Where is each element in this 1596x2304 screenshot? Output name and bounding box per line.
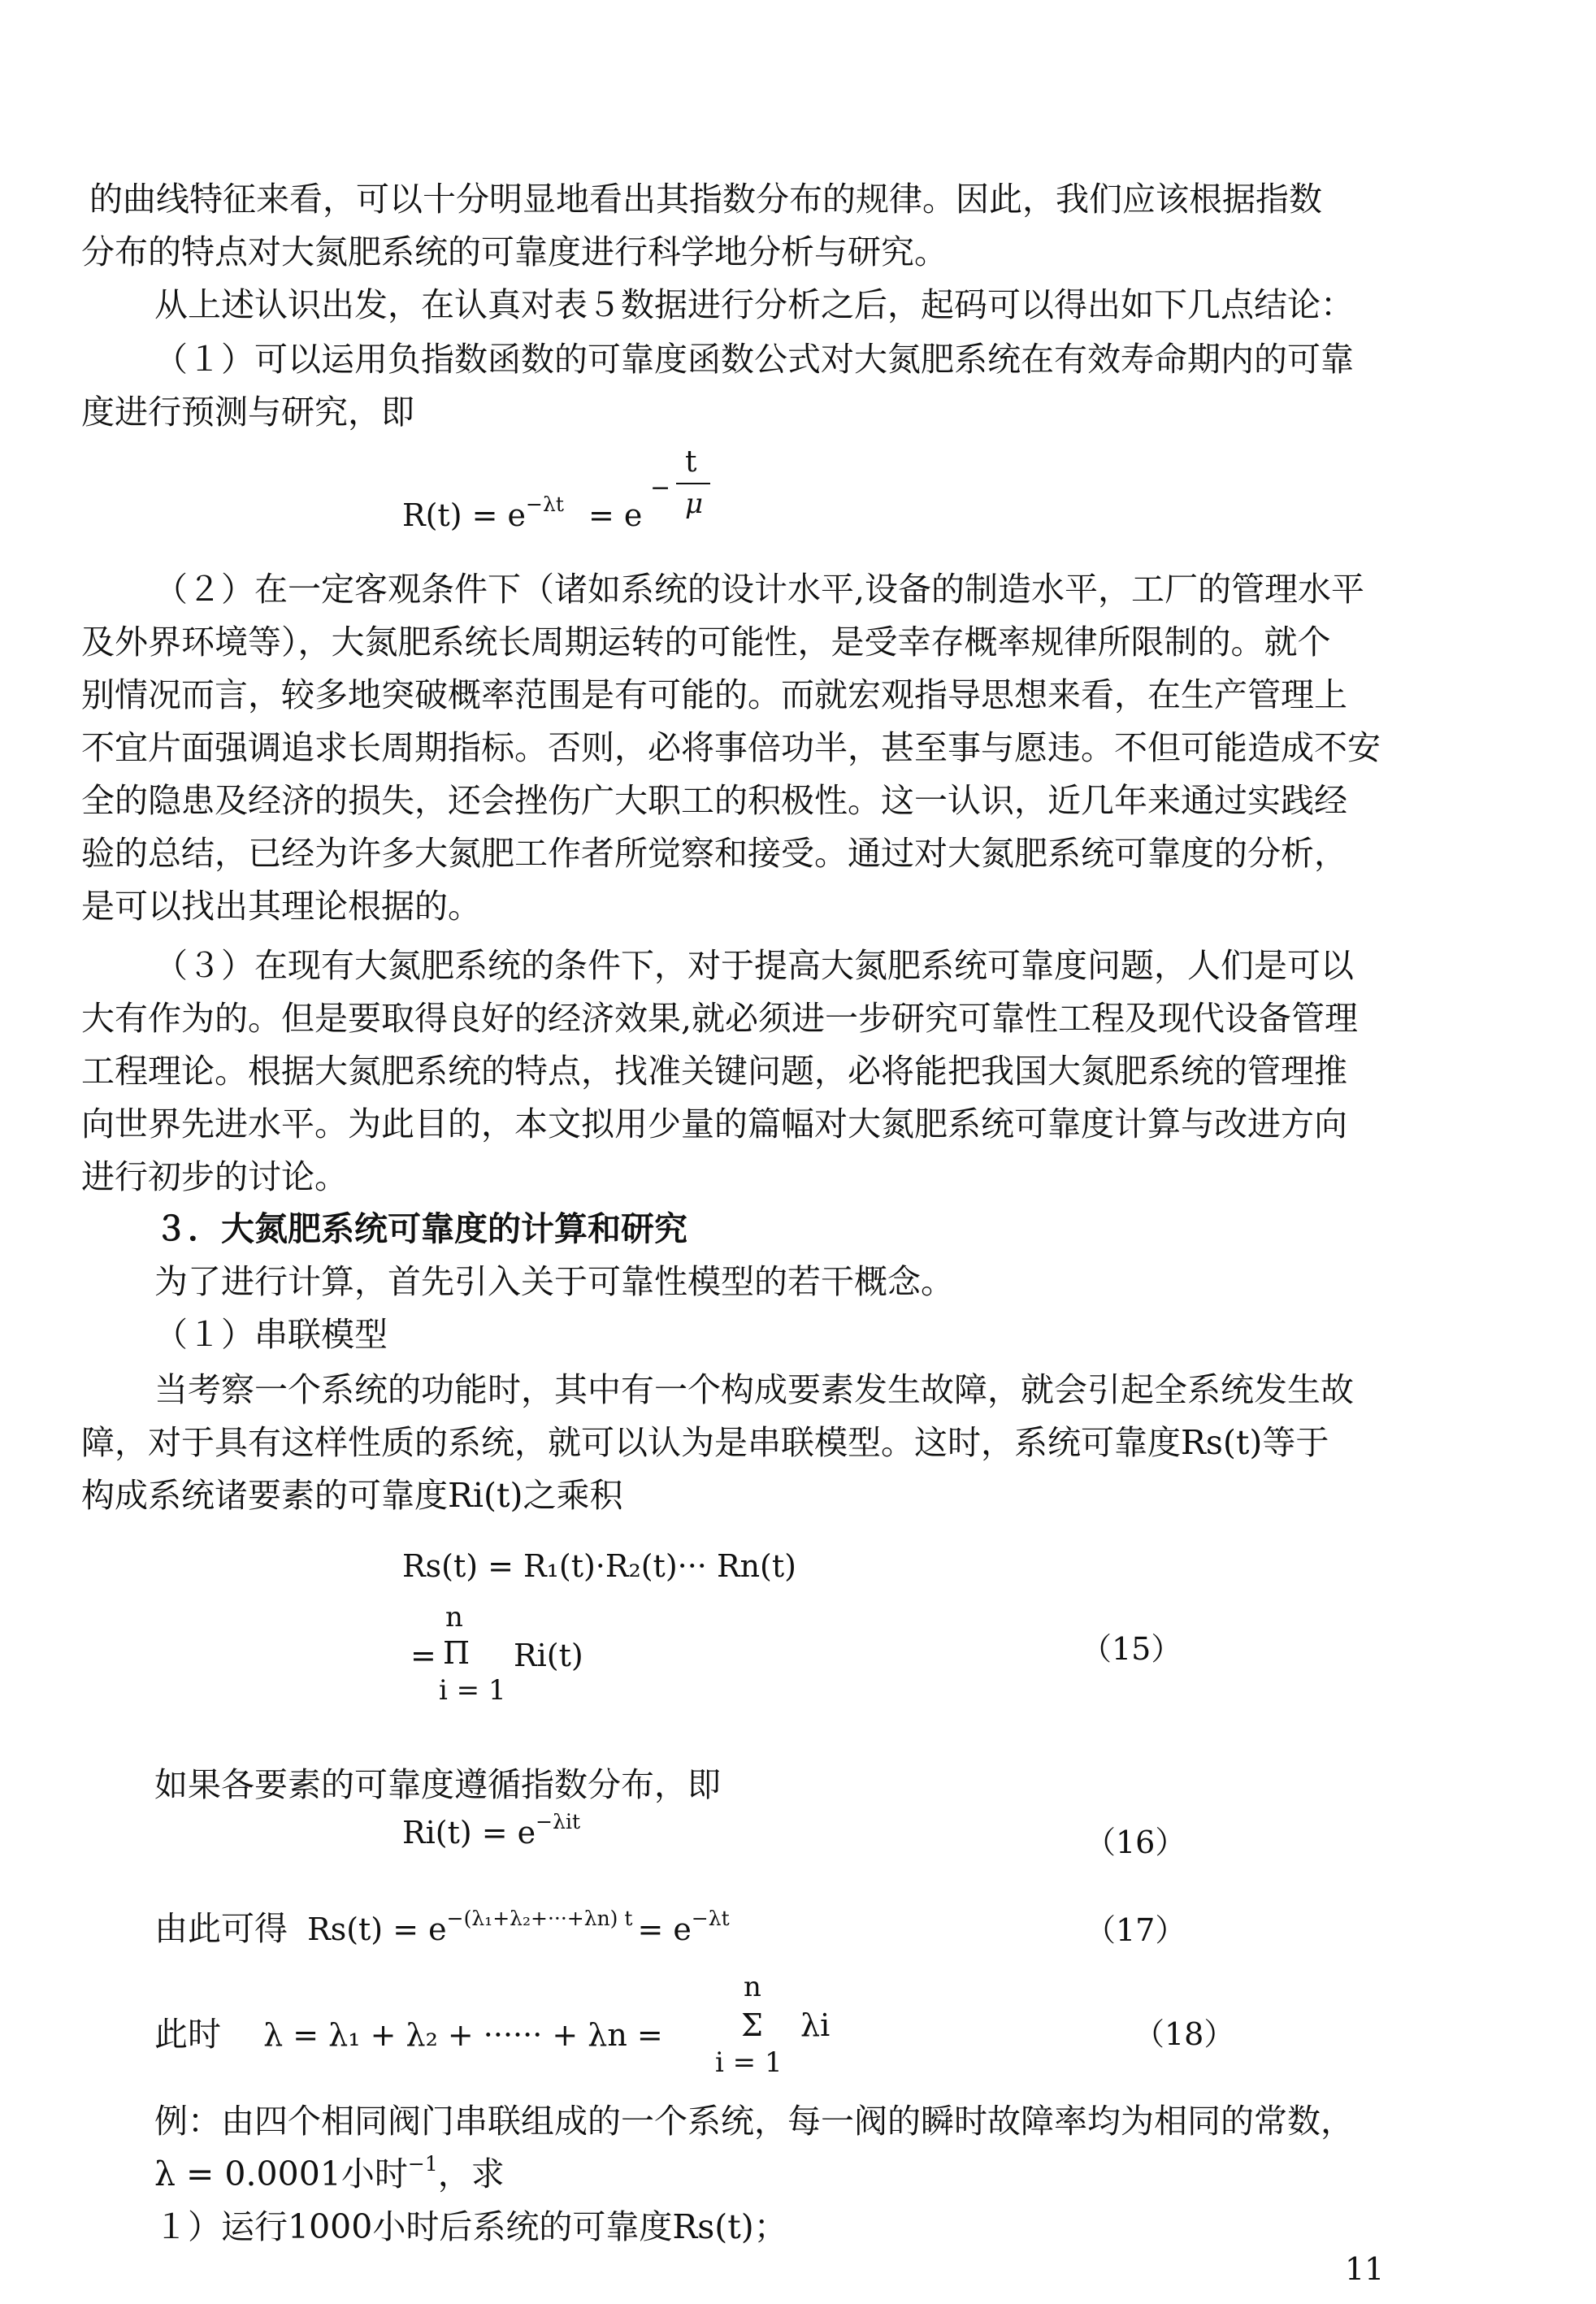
series-model-line-1: 当考察一个系统的功能时，其中有一个构成要素发生故障，就会引起全系统发生故 <box>154 1370 1354 1409</box>
series-model-line-3: 构成系统诸要素的可靠度Ri(t)之乘积 <box>81 1476 623 1515</box>
example-line-1: 例：由四个相同阀门串联组成的一个系统，每一阀的瞬时故障率均为相同的常数， <box>154 2102 1354 2141</box>
equation-number-15: （15） <box>1081 1631 1182 1667</box>
formula-18-lower-limit: i = 1 <box>715 2046 783 2079</box>
conclusions-lead: 从上述认识出发，在认真对表５数据进行分析之后，起码可以得出如下几点结论： <box>154 285 1354 324</box>
formula-18-term: λi <box>800 2007 831 2043</box>
intro-line-1: 的曲线特征来看，可以十分明显地看出其指数分布的规律。因此，我们应该根据指数 <box>89 180 1322 219</box>
conclusion-2-line-4: 不宜片面强调追求长周期指标。否则，必将事倍功半，甚至事与愿违。不但可能造成不安 <box>81 728 1381 767</box>
formula-17-eq: = e <box>637 1911 692 1947</box>
conclusion-1-line-2: 度进行预测与研究，即 <box>81 393 414 432</box>
formula-exp-numerator: t <box>685 445 697 479</box>
conclusion-2-line-6: 验的总结，已经为许多大氮肥工作者所觉察和接受。通过对大氮肥系统可靠度的分析， <box>81 834 1347 873</box>
formula-18-body: λ = λ₁ + λ₂ + ······ + λn = <box>263 2017 663 2053</box>
conclusion-2-line-3: 别情况而言，较多地突破概率范围是有可能的。而就宏观指导思想来看，在生产管理上 <box>81 675 1347 714</box>
section-heading: ３．大氮肥系统可靠度的计算和研究 <box>154 1209 687 1248</box>
formula-15-lower-limit: i = 1 <box>439 1674 506 1707</box>
formula-exp-denominator: μ <box>685 488 704 520</box>
conclusion-3-line-4: 向世界先进水平。为此目的，本文拟用少量的篇幅对大氮肥系统可靠度计算与改进方向 <box>81 1104 1347 1143</box>
example-ask: ，求 <box>437 2154 505 2193</box>
example-line-2 <box>154 2150 505 2203</box>
reliability-formula <box>402 492 643 533</box>
formula-17-prefix: 由此可得 <box>154 1909 288 1948</box>
conclusion-2-line-7: 是可以找出其理论根据的。 <box>81 887 481 926</box>
formula-16-exponent: −λit <box>536 1810 581 1833</box>
formula-eq: = e <box>588 497 643 533</box>
formula-17-lhs: Rs(t) = e <box>307 1911 447 1947</box>
formula-18-upper-limit: n <box>744 1971 761 2003</box>
formula-17-exponent: −(λ₁+λ₂+···+λn) t <box>446 1907 633 1930</box>
example-rate: λ = 0.0001小时 <box>154 2154 408 2193</box>
conclusion-2-line-1: （２）在一定客观条件下（诸如系统的设计水平,设备的制造水平，工厂的管理水平 <box>154 570 1365 609</box>
formula-16 <box>402 1810 581 1851</box>
section-intro: 为了进行计算，首先引入关于可靠性模型的若干概念。 <box>154 1262 954 1301</box>
example-line-3: １）运行1000小时后系统的可靠度Rs(t)； <box>154 2207 787 2246</box>
intro-line-2: 分布的特点对大氮肥系统的可靠度进行科学地分析与研究。 <box>81 232 948 271</box>
formula-exp-minus: − <box>650 474 671 502</box>
conclusion-3-line-1: （３）在现有大氮肥系统的条件下，对于提高大氮肥系统可靠度问题，人们是可以 <box>154 946 1354 985</box>
formula-16-lhs: Ri(t) = e <box>402 1815 536 1851</box>
formula-18-sum-symbol: Σ <box>741 2007 763 2043</box>
formula-18-prefix: 此时 <box>154 2015 221 2054</box>
fraction-bar <box>676 483 710 484</box>
formula-15-upper-limit: n <box>445 1601 463 1634</box>
conclusion-1-line-1: （１）可以运用负指数函数的可靠度函数公式对大氮肥系统在有效寿命期内的可靠 <box>154 340 1354 379</box>
equation-number-17: （17） <box>1085 1912 1186 1948</box>
conclusion-3-line-5: 进行初步的讨论。 <box>81 1157 348 1196</box>
formula-18 <box>154 2007 663 2055</box>
conclusion-2-line-5: 全的隐患及经济的损失，还会挫伤广大职工的积极性。这一认识，近几年来通过实践经 <box>81 781 1347 820</box>
series-model-line-2: 障，对于具有这样性质的系统，就可以认为是串联模型。这时，系统可靠度Rs(t)等于 <box>81 1423 1329 1462</box>
equation-number-18: （18） <box>1134 2016 1235 2052</box>
page-number: 11 <box>1345 2251 1385 2287</box>
formula-15-eq: = <box>410 1638 436 1673</box>
formula-lhs: R(t) = e <box>402 497 527 533</box>
formula-exponent: −λt <box>526 492 564 516</box>
formula-15-product-symbol: Π <box>443 1635 471 1671</box>
exponential-distribution-text: 如果各要素的可靠度遵循指数分布，即 <box>154 1765 721 1804</box>
conclusion-3-line-3: 工程理论。根据大氮肥系统的特点，找准关键问题，必将能把我国大氮肥系统的管理推 <box>81 1052 1347 1091</box>
formula-17 <box>154 1902 730 1950</box>
formula-17-exponent-2: −λt <box>691 1907 730 1930</box>
equation-number-16: （16） <box>1085 1825 1186 1860</box>
formula-15-term: Ri(t) <box>514 1638 583 1673</box>
example-rate-exponent: −1 <box>407 2152 438 2176</box>
series-model-heading: （１）串联模型 <box>154 1315 388 1354</box>
formula-15-line-1: Rs(t) = R₁(t)·R₂(t)··· Rn(t) <box>402 1548 796 1584</box>
conclusion-2-line-2: 及外界环境等），大氮肥系统长周期运转的可能性，是受幸存概率规律所限制的。就个 <box>81 623 1331 662</box>
conclusion-3-line-2: 大有作为的。但是要取得良好的经济效果,就必须进一步研究可靠性工程及现代设备管理 <box>81 999 1359 1038</box>
